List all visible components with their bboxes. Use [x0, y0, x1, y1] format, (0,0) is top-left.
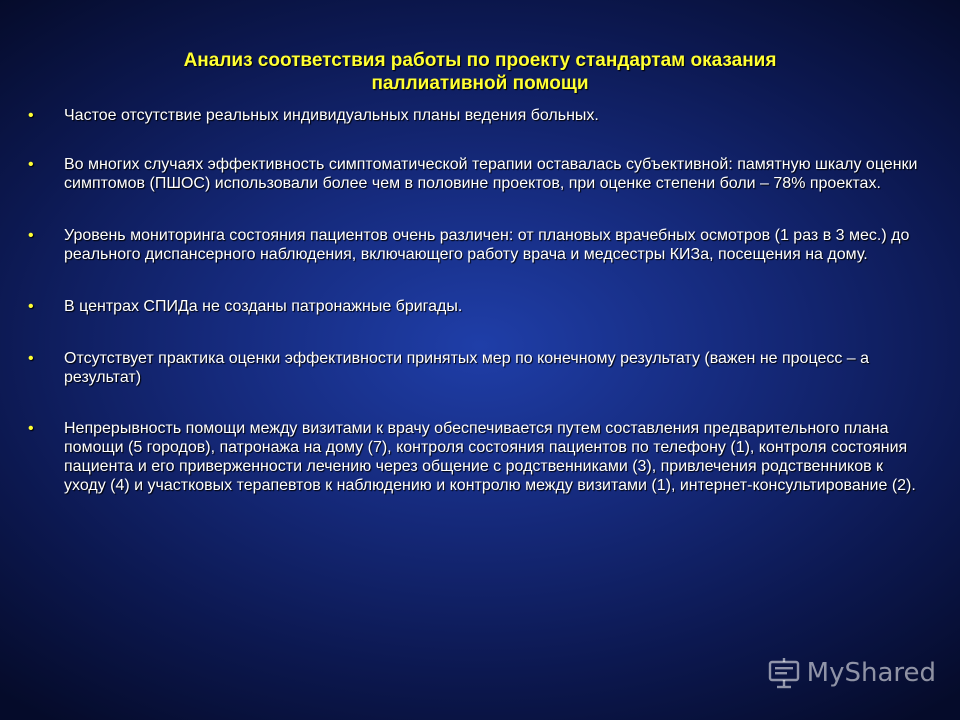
watermark — [767, 656, 936, 690]
bullet-text: Отсутствует практика оценки эффективности принятых мер по конечному результату (важен не процесс – а результат) — [64, 350, 870, 386]
bullet-icon: • — [28, 156, 34, 173]
bullet-icon: • — [28, 107, 34, 124]
bullet-text: Частое отсутствие реальных индивидуальных планы ведения больных. — [64, 107, 599, 124]
slide-title — [60, 49, 900, 95]
bullet-item — [28, 155, 928, 193]
bullet-text: Во многих случаях эффективность симптоматической терапии оставалась субъективной: памятную шкалу оценки симптомов (ПШОС) использовали более чем в половине проектов, при оценке степени боли – 78% проектах. — [64, 156, 918, 192]
bullet-item — [28, 419, 928, 495]
bullet-item — [28, 349, 928, 387]
bullet-text: Уровень мониторинга состояния пациентов очень различен: от плановых врачебных осмотров (1 раз в 3 мес.) до реального диспансерного наблюдения, включающего работу врача и медсестры КИЗа, посещения на дому. — [64, 227, 910, 263]
slide-title-line-2: паллиативной помощи — [371, 73, 589, 94]
bullet-list — [28, 106, 928, 495]
bullet-item — [28, 106, 928, 125]
bullet-text: Непрерывность помощи между визитами к врачу обеспечивается путем составления предварительного плана помощи (5 городов), патронажа на дому (7), контроля состояния пациентов по телефону (1), контроля состояния пациента и его приверженности лечению через общение с родственниками (3), привлечения родственников к уходу (4) и участковых терапевтов к наблюдению и контролю между визитами (1), интернет-консультирование (2). — [64, 420, 916, 494]
bullet-icon: • — [28, 350, 34, 367]
bullet-icon: • — [28, 420, 34, 437]
watermark-text: MyShared — [806, 658, 936, 688]
bullet-icon: • — [28, 298, 34, 315]
bullet-text: В центрах СПИДа не созданы патронажные бригады. — [64, 298, 463, 315]
slide-title-line-1: Анализ соответствия работы по проекту стандартам оказания — [183, 50, 777, 71]
bullet-item — [28, 297, 928, 316]
bullet-icon: • — [28, 227, 34, 244]
bullet-item — [28, 226, 928, 264]
presentation-board-icon — [767, 656, 801, 690]
